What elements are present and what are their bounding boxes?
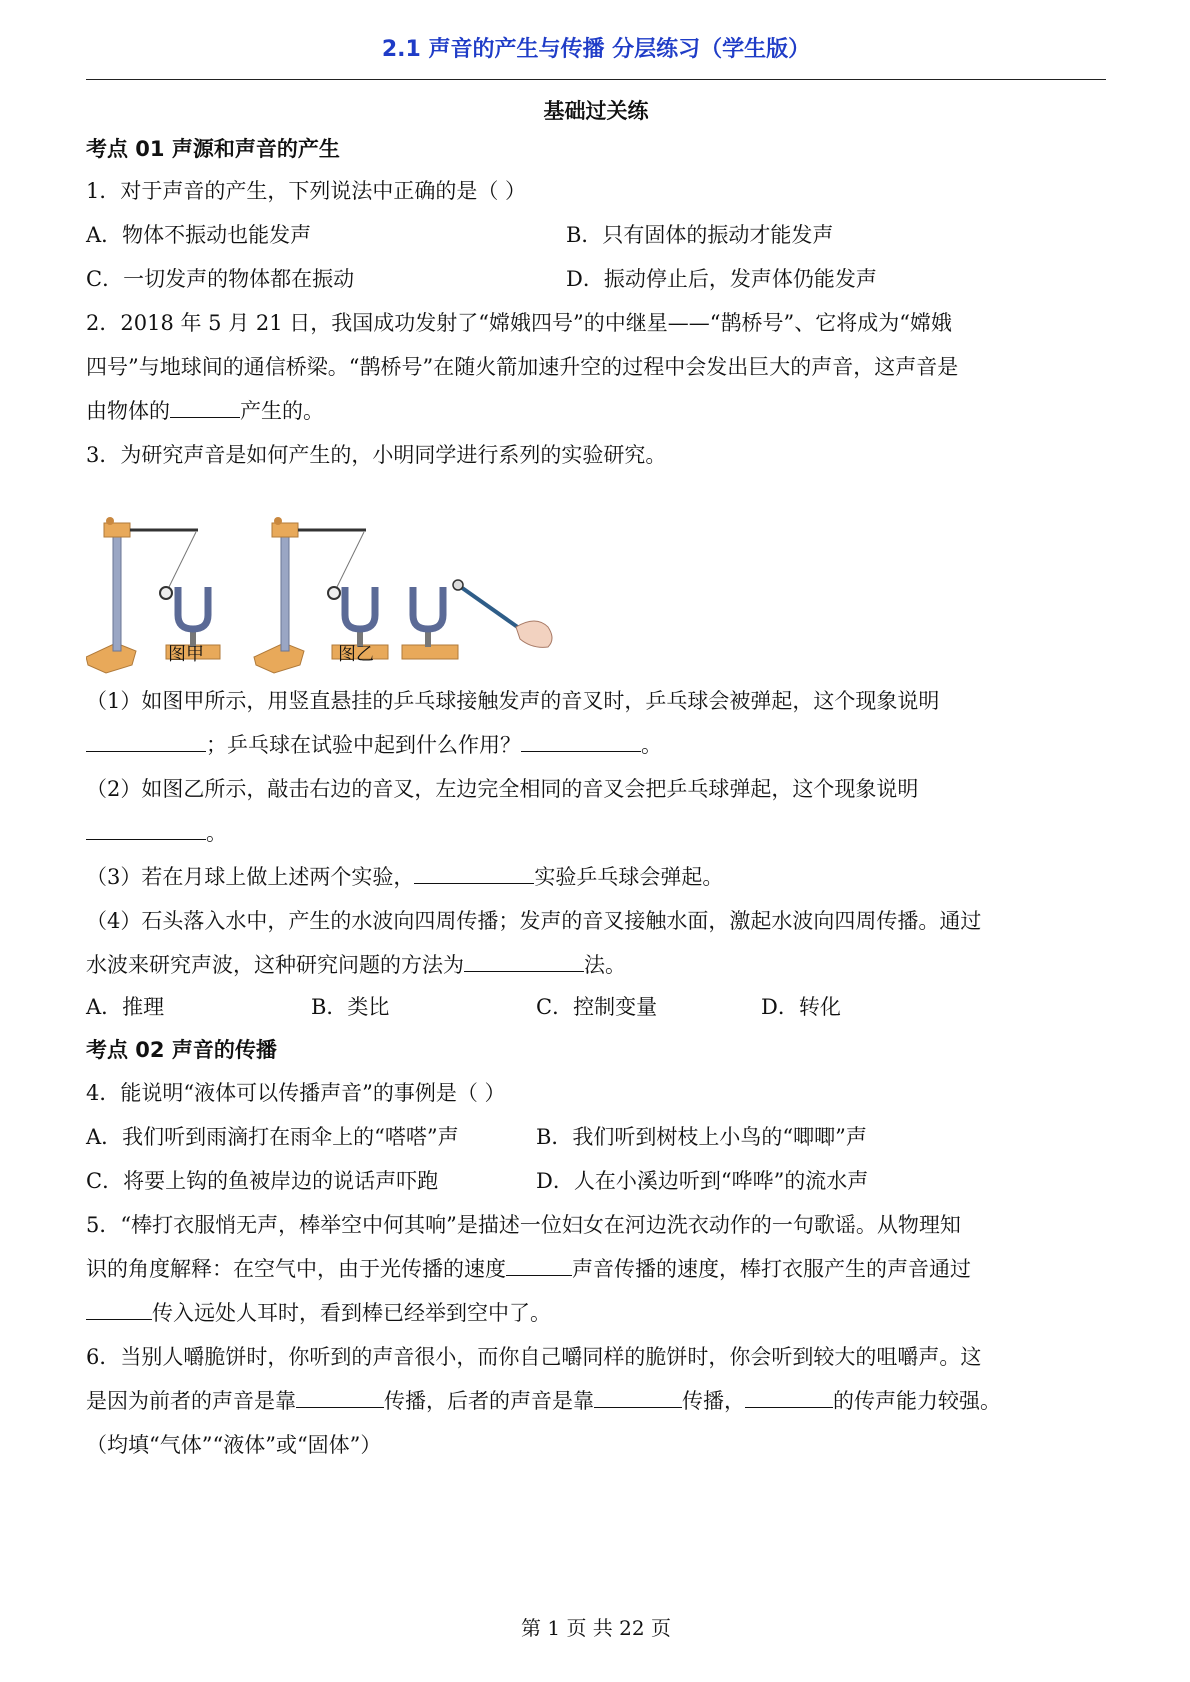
q4-option-c: C．将要上钩的鱼被岸边的说话声吓跑 — [86, 1169, 439, 1193]
q3-part4-line2 — [86, 949, 626, 979]
q3-part2-end: 。 — [206, 821, 227, 845]
knowledge-point-01: 考点 01 声源和声音的产生 — [86, 137, 340, 161]
q6-blank-3[interactable] — [745, 1389, 833, 1408]
q6-line2 — [86, 1385, 1001, 1415]
tuning-fork-b-right — [402, 587, 458, 659]
q3-part1-line2 — [86, 729, 662, 759]
q5-line2-text-b: 声音传播的速度，棒打衣服产生的声音通过 — [572, 1257, 971, 1281]
q3-part3-text-b: 实验乒乓球会弹起。 — [534, 865, 724, 889]
q3-part1-line1: （1）如图甲所示，用竖直悬挂的乒乓球接触发声的音叉时，乒乓球会被弹起，这个现象说明 — [86, 689, 940, 713]
q4-option-a: A．我们听到雨滴打在雨伞上的“嗒嗒”声 — [86, 1125, 459, 1149]
q3-part3 — [86, 861, 723, 891]
q3-option-c: C．控制变量 — [536, 995, 658, 1019]
q2-line2: 四号”与地球间的通信桥梁。“鹊桥号”在随火箭加速升空的过程中会发出巨大的声音，这声音是 — [86, 355, 959, 379]
q3-option-d: D．转化 — [761, 995, 841, 1019]
header-rule — [86, 79, 1106, 80]
q3-part1-end: 。 — [641, 733, 662, 757]
q3-part2-line1: （2）如图乙所示，敲击右边的音叉，左边完全相同的音叉会把乒乓球弹起，这个现象说明 — [86, 777, 919, 801]
knowledge-point-02: 考点 02 声音的传播 — [86, 1038, 277, 1062]
q5-blank-1[interactable] — [506, 1257, 572, 1276]
figure-a-caption: 图甲 — [168, 644, 204, 665]
q3-option-b: B．类比 — [311, 995, 390, 1019]
q1-option-b: B．只有固体的振动才能发声 — [566, 223, 834, 247]
q4-stem: 4．能说明“液体可以传播声音”的事例是（ ） — [86, 1081, 506, 1105]
q6-line2-text-a: 是因为前者的声音是靠 — [86, 1389, 296, 1413]
q6-line1: 6．当别人嚼脆饼时，你听到的声音很小，而你自己嚼同样的脆饼时，你会听到较大的咀嚼声。这 — [86, 1345, 982, 1369]
q3-part1-blank-2[interactable] — [521, 733, 641, 752]
tuning-fork-figure — [86, 515, 566, 685]
q1-stem: 1．对于声音的产生，下列说法中正确的是（ ） — [86, 179, 527, 203]
q3-stem: 3．为研究声音是如何产生的，小明同学进行系列的实验研究。 — [86, 443, 667, 467]
q3-part2-line2 — [86, 817, 227, 847]
q6-line2-text-d: 的传声能力较强。 — [833, 1389, 1001, 1413]
q5-line1: 5．“棒打衣服悄无声，棒举空中何其响”是描述一位妇女在河边洗衣动作的一句歌谣。从物理知 — [86, 1213, 961, 1237]
q2-line3 — [86, 395, 324, 425]
q5-line2 — [86, 1253, 971, 1283]
q6-line2-text-b: 传播，后者的声音是靠 — [384, 1389, 594, 1413]
q2-line3-text-a: 由物体的 — [86, 399, 170, 423]
figure-b-caption: 图乙 — [338, 644, 374, 665]
q4-option-b: B．我们听到树枝上小鸟的“唧唧”声 — [536, 1125, 867, 1149]
q3-part4-text-b: 法。 — [584, 953, 626, 977]
section-title: 基础过关练 — [543, 99, 649, 123]
document-title: 2.1 声音的产生与传播 分层练习（学生版） — [381, 37, 811, 62]
q1-option-d: D．振动停止后，发声体仍能发声 — [566, 267, 877, 291]
q6-line2-text-c: 传播， — [682, 1389, 745, 1413]
q4-option-d: D．人在小溪边听到“哗哗”的流水声 — [536, 1169, 869, 1193]
q3-part1-text: ；乒乓球在试验中起到什么作用？ — [206, 733, 521, 757]
q1-option-a: A．物体不振动也能发声 — [86, 223, 312, 247]
q6-blank-2[interactable] — [594, 1389, 682, 1408]
q3-part2-blank[interactable] — [86, 821, 206, 840]
q3-part4-blank[interactable] — [464, 953, 584, 972]
q3-part3-blank[interactable] — [414, 865, 534, 884]
q1-option-c: C．一切发声的物体都在振动 — [86, 267, 355, 291]
page-footer: 第 1 页 共 22 页 — [521, 1616, 671, 1640]
q6-blank-1[interactable] — [296, 1389, 384, 1408]
striking-hammer — [453, 580, 552, 647]
q3-part4-line1: （4）石头落入水中，产生的水波向四周传播；发声的音叉接触水面，激起水波向四周传播。通过 — [86, 909, 982, 933]
q2-line3-text-b: 产生的。 — [240, 399, 324, 423]
q5-line3-text: 传入远处人耳时，看到棒已经举到空中了。 — [152, 1301, 551, 1325]
q5-line2-text-a: 识的角度解释：在空气中，由于光传播的速度 — [86, 1257, 506, 1281]
q3-option-a: A．推理 — [86, 995, 165, 1019]
q3-part3-text-a: （3）若在月球上做上述两个实验， — [86, 865, 415, 889]
q2-answer-blank[interactable] — [170, 399, 240, 418]
q5-line3 — [86, 1297, 551, 1327]
q5-blank-2[interactable] — [86, 1301, 152, 1320]
q2-line1: 2．2018 年 5 月 21 日，我国成功发射了“嫦娥四号”的中继星——“鹊桥号”、它将成为“嫦娥 — [86, 311, 952, 335]
q6-line3: （均填“气体”“液体”或“固体”） — [86, 1433, 382, 1457]
q3-part1-blank-1[interactable] — [86, 733, 206, 752]
q3-part4-text-a: 水波来研究声波，这种研究问题的方法为 — [86, 953, 464, 977]
